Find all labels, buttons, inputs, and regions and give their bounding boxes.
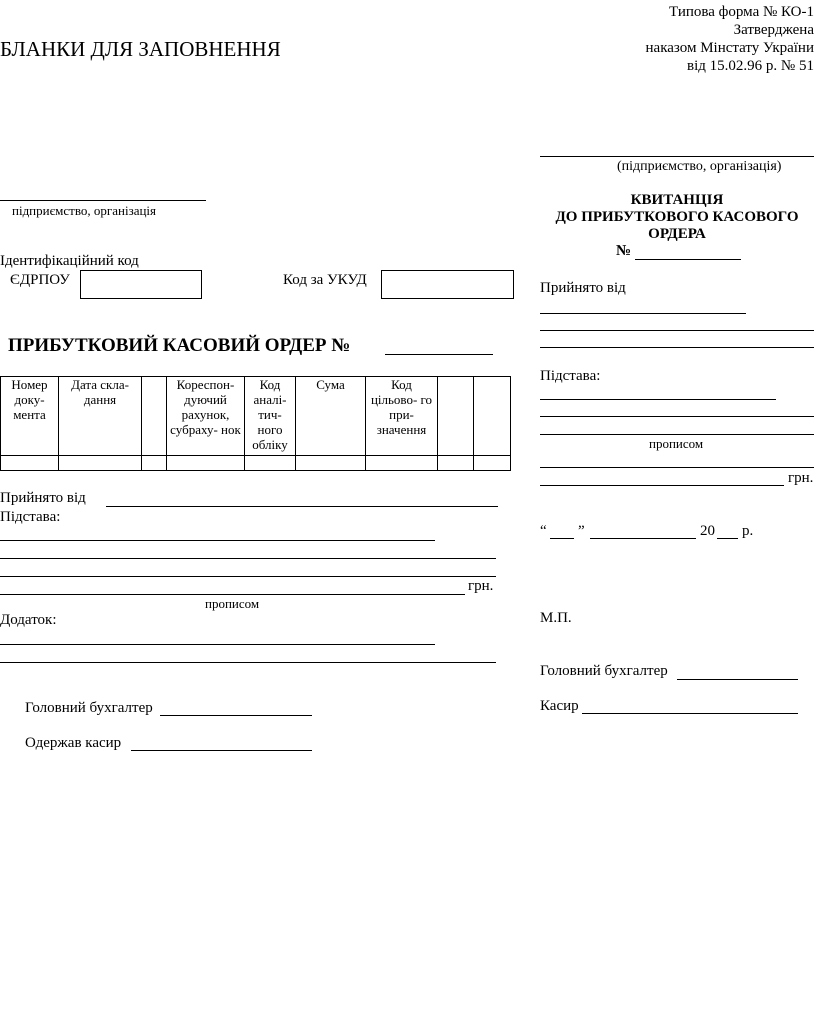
receipt-uah-label: грн. (788, 470, 814, 486)
receipt-year-prefix: 20 (700, 523, 715, 539)
enterprise-field[interactable] (0, 200, 206, 201)
receipt-title (540, 192, 814, 243)
form-approval-block (646, 3, 814, 75)
uah-label: грн. (468, 578, 494, 594)
table-row (1, 456, 511, 471)
cell-analytic-code[interactable] (245, 456, 296, 471)
basis-field-2[interactable] (0, 558, 496, 559)
receipt-date-quote-open: “ (540, 523, 547, 539)
attachment-field-1[interactable] (0, 644, 435, 645)
receipt-cashier-signature-field[interactable] (582, 713, 798, 714)
order-title: ПРИБУТКОВИЙ КАСОВИЙ ОРДЕР № (8, 335, 351, 356)
receipt-enterprise-caption: (підприємство, організація) (617, 159, 782, 174)
cashier-received-label: Одержав касир (25, 735, 122, 751)
header-empty-3 (474, 377, 511, 456)
receipt-title-line-1: КВИТАНЦІЯ (630, 192, 724, 208)
id-code-label: Ідентифікаційний код (0, 253, 139, 269)
cell-empty-2[interactable] (438, 456, 474, 471)
attachment-label: Додаток: (0, 612, 57, 628)
order-table (0, 376, 511, 471)
receipt-date-quote-close: ” (578, 523, 585, 539)
ukud-label: Код за УКУД (283, 272, 367, 288)
received-from-label: Прийнято від (0, 490, 86, 506)
receipt-basis-field-2[interactable] (540, 416, 814, 417)
receipt-amount-words-field-2[interactable] (540, 485, 784, 486)
edrpou-label: ЄДРПОУ (10, 272, 70, 288)
cell-corresponding-account[interactable] (167, 456, 245, 471)
receipt-received-from-field-2[interactable] (540, 330, 814, 331)
form-type-line: Типова форма № КО-1 (669, 4, 814, 20)
header-empty-2 (438, 377, 474, 456)
approved-line: Затверджена (733, 22, 814, 38)
receipt-title-line-3: ОРДЕРА (648, 226, 706, 242)
cell-doc-number[interactable] (1, 456, 59, 471)
receipt-basis-field-3[interactable] (540, 434, 814, 435)
chief-accountant-label: Головний бухгалтер (25, 700, 153, 716)
header-purpose-code: Код цільово- го при- значення (366, 377, 438, 456)
in-words-caption: прописом (205, 596, 260, 611)
basis-field-1[interactable] (0, 540, 435, 541)
receipt-cashier-label: Касир (540, 698, 579, 714)
ukud-input-box[interactable] (381, 270, 514, 299)
receipt-amount-words-field-1[interactable] (540, 467, 814, 468)
cell-purpose-code[interactable] (366, 456, 438, 471)
cell-sum[interactable] (296, 456, 366, 471)
receipt-basis-field-1[interactable] (540, 399, 776, 400)
attachment-field-2[interactable] (0, 662, 496, 663)
receipt-day-field[interactable] (550, 538, 574, 539)
receipt-in-words-caption: прописом (649, 436, 704, 451)
amount-words-field-1[interactable] (0, 576, 496, 577)
receipt-year-field[interactable] (717, 538, 738, 539)
receipt-year-suffix: р. (742, 523, 754, 539)
receipt-number-field[interactable] (635, 259, 741, 260)
cashier-signature-field[interactable] (131, 750, 312, 751)
receipt-month-field[interactable] (590, 538, 696, 539)
receipt-number-sign: № (616, 243, 632, 259)
received-from-field[interactable] (106, 506, 498, 507)
header-empty-1 (142, 377, 167, 456)
header-sum: Сума (296, 377, 366, 456)
cell-date-drawn[interactable] (59, 456, 142, 471)
amount-words-field-2[interactable] (0, 594, 465, 595)
order-date-line: від 15.02.96 р. № 51 (687, 58, 814, 74)
basis-label: Підстава: (0, 509, 61, 525)
header-corresponding-account: Кореспон- дуючий рахунок, субраху- нок (167, 377, 245, 456)
receipt-title-line-2: ДО ПРИБУТКОВОГО КАСОВОГО (555, 209, 799, 225)
blank-title: БЛАНКИ ДЛЯ ЗАПОВНЕННЯ (0, 37, 281, 61)
header-doc-number: Номер доку- мента (1, 377, 59, 456)
chief-accountant-signature-field[interactable] (160, 715, 312, 716)
order-number-field[interactable] (385, 354, 493, 355)
cell-empty-3[interactable] (474, 456, 511, 471)
header-date-drawn: Дата скла- дання (59, 377, 142, 456)
receipt-chief-accountant-label: Головний бухгалтер (540, 663, 668, 679)
receipt-basis-label: Підстава: (540, 368, 601, 384)
receipt-received-from-field-1[interactable] (540, 313, 746, 314)
cell-empty-1[interactable] (142, 456, 167, 471)
receipt-received-from-label: Прийнято від (540, 280, 626, 296)
stamp-label: М.П. (540, 610, 572, 626)
enterprise-caption: підприємство, організація (12, 203, 157, 218)
receipt-chief-accountant-signature-field[interactable] (677, 679, 798, 680)
receipt-enterprise-field[interactable] (540, 156, 814, 157)
header-analytic-code: Код аналі- тич- ного обліку (245, 377, 296, 456)
ministry-order-line: наказом Мінстату України (645, 40, 814, 56)
receipt-received-from-field-3[interactable] (540, 347, 814, 348)
edrpou-input-box[interactable] (80, 270, 202, 299)
